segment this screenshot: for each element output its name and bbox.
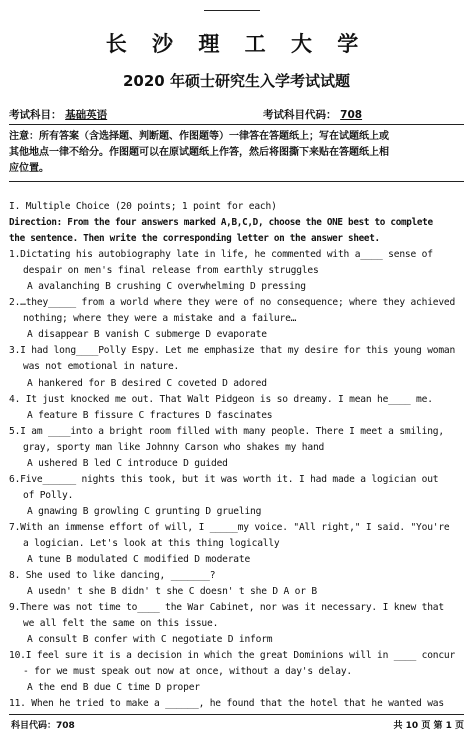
question-line: 1.Dictating his autobiography late in life, he commented with a____ sense of	[9, 249, 433, 261]
section-title: I. Multiple Choice (20 points; 1 point for each)	[9, 201, 277, 212]
subject-label: 考试科目：	[9, 109, 62, 121]
question-line: 10.I feel sure it is a decision in which the great Dominions will in ____ concur	[9, 650, 456, 662]
subject-row	[9, 107, 464, 122]
footer-code: 科目代码：708	[11, 721, 75, 731]
code-label: 考试科目代码：	[263, 109, 337, 121]
question-line: - for we must speak out now at once, without a day's delay.	[23, 666, 352, 678]
question-line: 9.There was not time to____ the War Cabinet, nor was it necessary. I knew that	[9, 602, 444, 614]
directions-line: Direction: From the four answers marked A,B,C,D, choose the ONE best to complete	[9, 217, 433, 229]
directions-line: the sentence. Then write the corresponding letter on the answer sheet.	[9, 233, 380, 245]
question-line: 5.I am ____into a bright room filled with many people. There I meet a smiling,	[9, 425, 444, 437]
question-line: 8. She used to like dancing, _______?	[9, 570, 216, 582]
question-options: A the end B due C time D proper	[27, 682, 200, 694]
subject-value: 基础英语	[65, 109, 108, 121]
divider	[9, 124, 464, 125]
question-options: A tune B modulated C modified D moderate	[27, 554, 251, 566]
question-line: 4. It just knocked me out. That Walt Pidgeon is so dreamy. I mean he____ me.	[9, 393, 433, 405]
question-options: A avalanching B crushing C overwhelming D pressing	[27, 281, 306, 293]
question-options: A hankered for B desired C coveted D adored	[27, 377, 267, 389]
top-rule	[204, 10, 260, 11]
question-line: was not emotional in nature.	[23, 361, 180, 373]
notice	[9, 129, 467, 177]
question-content	[9, 199, 467, 713]
question-line: of Polly.	[23, 489, 74, 501]
question-line: 6.Five______ nights this took, but it was worth it. I had made a logician out	[9, 473, 439, 485]
exam-title: 2020 年硕士研究生入学考试试题	[123, 72, 350, 90]
divider	[9, 181, 464, 182]
question-line: a logician. Let's look at this thing logically	[23, 537, 280, 549]
page-number: 共 10 页 第 1 页	[393, 721, 464, 731]
question-line: 3.I had long____Polly Espy. Let me emphasize that my desire for this young woman	[9, 345, 456, 357]
question-line: despair on men's final release from earthly struggles	[23, 265, 319, 277]
question-line: we all felt the same on this issue.	[23, 618, 219, 630]
question-line: gray, sporty man like Johnny Carson who shakes my hand	[23, 441, 325, 453]
question-options: A consult B confer with C negotiate D inform	[27, 634, 273, 646]
question-line: 11. When he tried to make a ______, he found that the hotel that he wanted was	[9, 698, 444, 710]
university-name: 长 沙 理 工 大 学	[105, 31, 368, 56]
divider	[9, 714, 464, 715]
question-options: A ushered B led C introduce D guided	[27, 457, 228, 469]
subject-code	[263, 107, 362, 122]
notice-line: 其他地点一律不给分。作图题可以在原试题纸上作答，然后将图撕下来贴在答题纸上相	[9, 147, 389, 158]
code-value: 708	[340, 109, 363, 121]
footer	[11, 718, 464, 731]
question-options: A feature B fissure C fractures D fascinates	[27, 409, 273, 421]
question-line: 7.With an immense effort of will, I _____my voice. "All right," I said. "You're	[9, 521, 450, 533]
notice-line: 注意：所有答案（含选择题、判断题、作图题等）一律答在答题纸上；写在试题纸上或	[9, 131, 389, 142]
question-options: A disappear B vanish C submerge D evaporate	[27, 329, 267, 341]
question-line: 2.…they_____ from a world where they were of no consequence; where they achieved	[9, 297, 456, 309]
question-options: A gnawing B growling C grunting D grueling	[27, 505, 262, 517]
question-line: nothing; where they were a mistake and a failure…	[23, 313, 297, 325]
question-options: A usedn' t she B didn' t she C doesn' t she D A or B	[27, 586, 317, 598]
notice-line: 应位置。	[9, 163, 49, 174]
